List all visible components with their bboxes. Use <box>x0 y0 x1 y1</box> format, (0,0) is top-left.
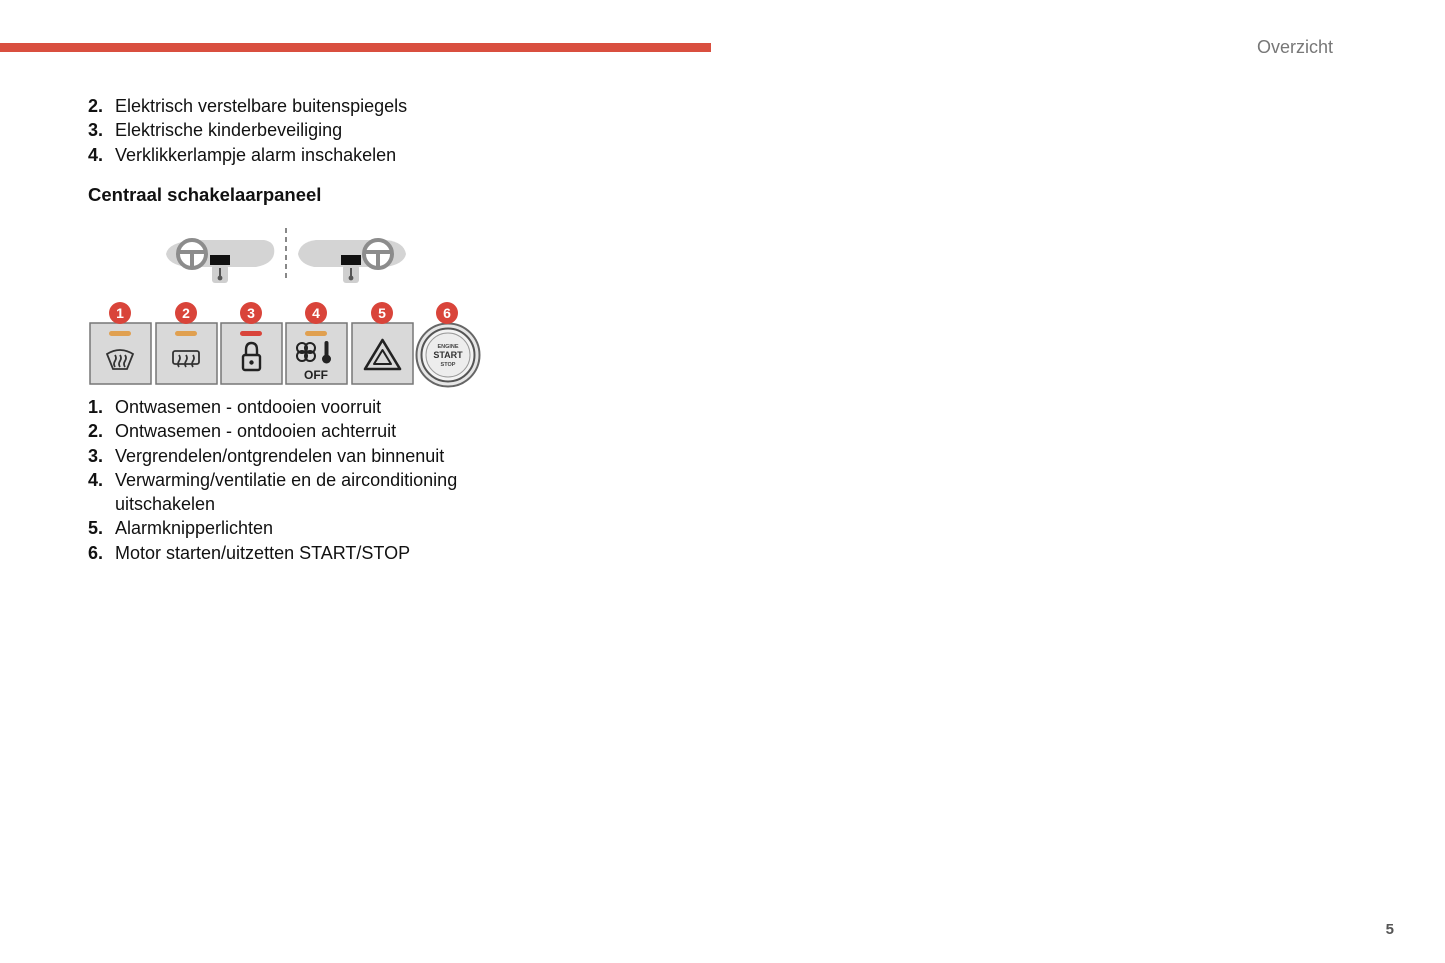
item-number: 6. <box>88 542 104 563</box>
button-windscreen-demist <box>90 323 151 384</box>
badge-2 <box>175 302 197 324</box>
button-central-lock <box>221 323 282 384</box>
page-number: 5 <box>1385 921 1394 938</box>
indicator-led <box>305 331 327 336</box>
section-heading: Centraal schakelaarpaneel <box>88 184 322 205</box>
item-number: 4. <box>88 144 104 165</box>
item-number: 2. <box>88 96 104 116</box>
engine-start-stop-icon <box>417 324 480 387</box>
off-label: OFF <box>304 368 328 382</box>
list-item <box>88 94 475 118</box>
button-hazard <box>352 323 413 384</box>
svg-text:6: 6 <box>443 305 451 321</box>
badge-1 <box>109 302 131 324</box>
item-number: 4. <box>88 469 104 490</box>
list-item <box>88 118 475 142</box>
item-text: Alarmknipperlichten <box>115 518 274 539</box>
indicator-led <box>109 331 131 336</box>
item-text: Vergrendelen/ontgrendelen van binnenuit <box>115 445 445 466</box>
item-number: 3. <box>88 120 104 141</box>
item-text: Elektrische kinderbeveiliging <box>115 120 343 141</box>
button-climate-off <box>286 323 347 384</box>
badge-6 <box>436 302 458 324</box>
feature-list-top <box>88 94 475 167</box>
item-number: 1. <box>88 397 104 417</box>
svg-text:3: 3 <box>247 305 255 321</box>
engine-label: ENGINE <box>437 344 459 350</box>
item-text: Verwarming/ventilatie en de airconditioning uitschakelen <box>115 469 458 515</box>
list-item <box>88 419 475 443</box>
svg-text:5: 5 <box>378 305 386 321</box>
item-number: 2. <box>88 421 104 442</box>
svg-text:2: 2 <box>182 305 190 321</box>
item-text: Verklikkerlampje alarm inschakelen <box>115 144 397 165</box>
feature-list-bottom <box>88 395 475 565</box>
item-text: Elektrisch verstelbare buitenspiegels <box>115 96 408 116</box>
indicator-led <box>175 331 197 336</box>
item-number: 3. <box>88 445 104 466</box>
badge-4 <box>305 302 327 324</box>
list-item <box>88 541 475 565</box>
right-hand-drive-icon <box>298 240 406 283</box>
list-item <box>88 444 475 468</box>
item-number: 5. <box>88 518 104 539</box>
list-item <box>88 468 475 517</box>
stop-label: STOP <box>440 362 456 368</box>
svg-text:1: 1 <box>116 305 124 321</box>
badge-5 <box>371 302 393 324</box>
list-item <box>88 395 475 419</box>
start-label: START <box>433 350 463 360</box>
left-hand-drive-icon <box>166 240 274 283</box>
svg-text:4: 4 <box>312 305 320 321</box>
item-text: Ontwasemen - ontdooien voorruit <box>115 397 382 417</box>
section-title: Overzicht <box>1256 37 1333 57</box>
item-text: Motor starten/uitzetten START/STOP <box>115 542 411 563</box>
switch-panel-figure <box>86 224 486 389</box>
badge-3 <box>240 302 262 324</box>
item-text: Ontwasemen - ontdooien achterruit <box>115 421 397 442</box>
list-item <box>88 143 475 167</box>
button-rear-window-demist <box>156 323 217 384</box>
indicator-led <box>240 331 262 336</box>
list-item <box>88 516 475 540</box>
header-accent-bar <box>0 43 711 52</box>
